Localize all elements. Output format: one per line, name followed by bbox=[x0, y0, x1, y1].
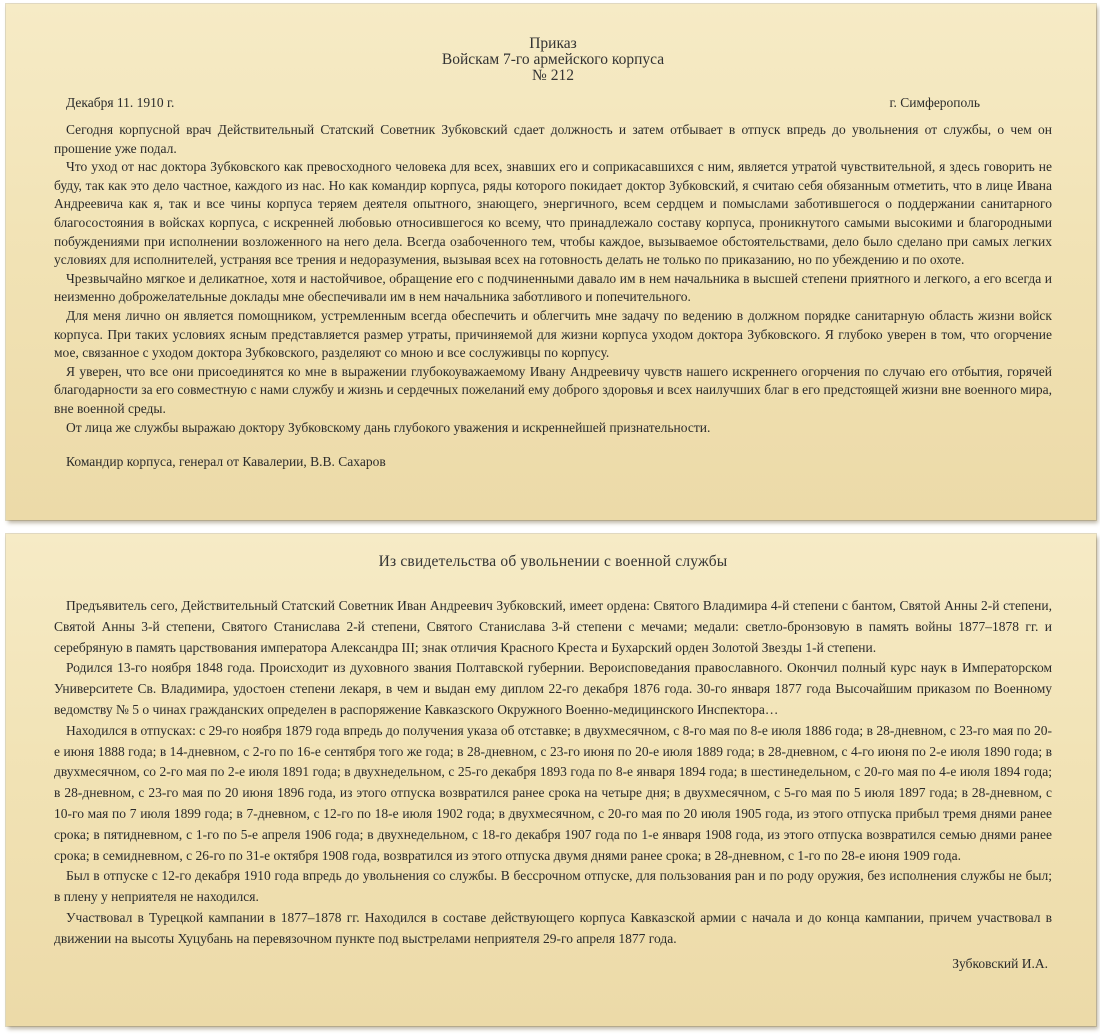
discharge-paragraph: Предъявитель сего, Действительный Статский Советник Иван Андреевич Зубковский, имеет ордена: Святого Владимира 4-й степени с бантом, Святой Анны 2-й степени, Святой Анны 3-й степени, Святого Станислава 2-й степени, Святого Станислава 3-й степени с мечами; медали: светло-бронзовую в память войны 1877–1878 гг. и серебряную в память царствования императора Александра III; знак отличия Красного Креста и Бухарский орден Золотой Звезды 1-й степени. bbox=[54, 598, 1052, 655]
discharge-title: Из свидетельства об увольнении с военной службы bbox=[378, 553, 728, 570]
order-paragraph: Я уверен, что все они присоединятся ко мне в выражении глубокоуважаемому Ивану Андреевичу чувств нашего искреннего огорчения по случаю его отбытия, горячей благодарности за его совместную с нами службу и жизнь и сердечных пожеланий ему доброго здоровья и всех наилучших благ в его предстоящей жизни вне военного мира, вне военной среды. bbox=[54, 363, 1052, 416]
order-place: г. Симферополь bbox=[889, 95, 980, 110]
order-title: Приказ bbox=[529, 35, 577, 52]
order-paragraph: Сегодня корпусной врач Действительный Статский Советник Зубковский сдает должность и затем отбывает в отпуск впредь до увольнения от службы, о чем он прошение уже подал. bbox=[54, 122, 1052, 156]
order-body bbox=[54, 121, 1052, 437]
discharge-paragraph: Находился в отпусках: с 29-го ноября 1879 года впредь до получения указа об отставке; в двухмесячном, с 8-го мая по 8-е июля 1886 года; в 28-дневном, с 23-го мая по 20-е июня 1888 года; в 14-дневном, с 2-го по 16-е сентября того же года; в 28-дневном, с 23-го июня по 20-е июля 1889 года; в 28-дневном, с 4-го июня по 2-е июля 1890 года; в двухмесячном, со 2-го мая по 2-е июля 1891 года; в двухнедельном, с 25-го декабря 1893 года по 8-е января 1894 года; в шестинедельном, с 20-го мая по 4-е июля 1894 года; в 28-дневном, с 23-го мая по 20 июня 1896 года, из этого отпуска возвратился ранее срока на четыре дня; в двухмесячном, с 5-го мая по 5 июля 1897 года; в 28-дневном, с 10-го мая по 7 июля 1899 года; в 7-дневном, с 12-го по 18-е июля 1902 года; в двухмесячном, с 20-го мая по 20 июля 1905 года, из этого отпуска прибыл тремя днями ранее срока; в пятидневном, с 1-го по 5-е апреля 1906 года; в двухнедельном, с 18-го декабря 1907 года по 1-е января 1908 года, из этого отпуска возвратился семью днями ранее срока; в семидневном, с 26-го по 31-е октября 1908 года, возвратился из этого отпуска двумя днями ранее срока; в 28-дневном, с 1-го по 28-е июня 1909 года. bbox=[54, 722, 1052, 863]
discharge-paragraph: Родился 13-го ноября 1848 года. Происходит из духовного звания Полтавской губернии. Вероисповедания православного. Окончил полный курс наук в Императорском Университете Св. Владимира, удостоен степени лекаря, в чем и выдан ему диплом 22-го декабря 1876 года. 30-го января 1877 года Высочайшим приказом по Военному ведомству № 5 о чинах гражданских определен в распоряжение Кавказского Окружного Военно-медицинского Инспектора… bbox=[54, 660, 1052, 717]
discharge-document bbox=[6, 534, 1096, 1026]
order-document bbox=[6, 4, 1096, 520]
order-meta bbox=[54, 94, 1052, 112]
discharge-paragraph: Участвовал в Турецкой кампании в 1877–1878 гг. Находился в составе действующего корпуса Кавказской армии с начала и до конца кампании, причем участвовал в движении на высоты Хуцубань на перевязочном пункте под выстрелами неприятеля 29-го апреля 1877 года. bbox=[54, 909, 1052, 946]
order-paragraph: От лица же службы выражаю доктору Зубковскому дань глубокого уважения и искреннейшей признательности. bbox=[66, 419, 711, 435]
order-subtitle: Войскам 7-го армейского корпуса bbox=[441, 51, 665, 68]
order-signature: Командир корпуса, генерал от Кавалерии, В.В. Сахаров bbox=[66, 454, 386, 470]
discharge-paragraph: Был в отпуске с 12-го декабря 1910 года впредь до увольнения со службы. В бессрочном отпуске, для пользования ран и по роду оружия, без исполнения службы не был; в плену у неприятеля не находился. bbox=[54, 868, 1052, 905]
order-header bbox=[54, 36, 1052, 84]
order-paragraph: Для меня лично он является помощником, устремленным всегда обеспечить и облегчить мне задачу по ведению в должном порядке санитарную область жизни войск корпуса. При таких условиях ясным представляется размер утраты, причиняемой для жизни корпуса уходом доктора Зубковского. Я глубоко уверен в том, что огорчение мое, связанное с уходом доктора Зубковского, разделяют со мною и все сослуживцы по корпусу. bbox=[54, 307, 1052, 361]
order-paragraph: Чрезвычайно мягкое и деликатное, хотя и настойчивое, обращение его с подчиненными давало им в нем начальника в высшей степени приятного и легкого, а его всегда и неизменно доброжелательные доклады мне обеспечивали им в нем начальника заботливого и попечительного. bbox=[54, 270, 1052, 305]
order-number: № 212 bbox=[532, 67, 574, 84]
order-date: Декабря 11. 1910 г. bbox=[66, 95, 175, 110]
discharge-signature: Зубковский И.А. bbox=[952, 955, 1048, 971]
discharge-body bbox=[54, 596, 1052, 950]
order-paragraph: Что уход от нас доктора Зубковского как превосходного человека для всех, знавших его и соприкасавшихся с ним, является утратой чувствительной, я здесь говорить не буду, так как это дело частное, каждого из нас. Но как командир корпуса, ряды которого покидает доктор Зубковский, я считаю себя обязанным отметить, что в лице Ивана Андреевича как я, так и все чины корпуса теряем деятеля опытного, знающего, энергичного, всем сердцем и помыслами заботившегося о поддержании санитарного благосостояния в войсках корпуса, с искренней любовью относившегося ко всему, что принадлежало составу корпуса, проникнутого самыми высокими и благородными побуждениями при исполнении возложенного на него дела. Всегда озабоченного тем, чтобы каждое, вызываемое обстоятельствами, дело было сделано при самых легких условиях для исполнителей, устраняя все трения и недоразумения, вызывая всех на готовность делать не только по приказанию, но по убеждению и по охоте. bbox=[54, 159, 1052, 268]
